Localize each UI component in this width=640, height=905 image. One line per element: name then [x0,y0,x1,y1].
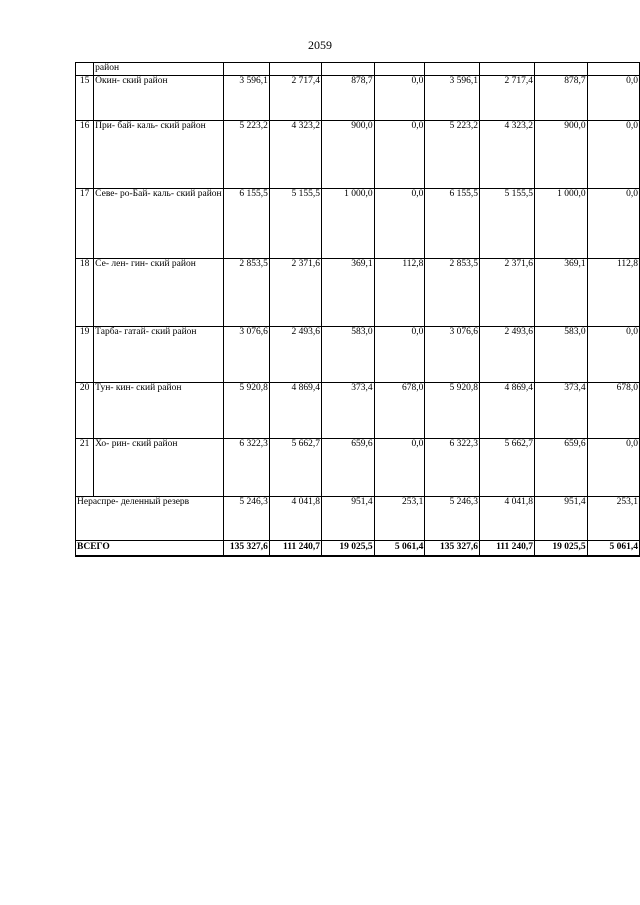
row-index-cell: 16 [76,120,94,188]
row-index-cell: 17 [76,188,94,258]
table-row [76,120,640,188]
total-value-cell: 111 240,7 [269,540,321,556]
value-cell: 2 853,5 [223,258,269,326]
district-name-cell: Се- лен- гин- ский район [94,258,223,326]
total-value-cell: 135 327,6 [223,540,269,556]
value-cell: 5 155,5 [269,188,321,258]
value-cell: 900,0 [535,120,588,188]
reserve-label-cell: Нераспре- деленный резерв [76,496,224,540]
table-row-reserve [76,496,640,540]
value-cell: 900,0 [321,120,374,188]
value-cell: 0,0 [587,438,639,496]
value-cell: 6 322,3 [425,438,480,496]
table-row [76,188,640,258]
table-row [76,326,640,382]
value-cell: 2 371,6 [269,258,321,326]
index-cell [76,63,94,76]
total-value-cell: 19 025,5 [535,540,588,556]
value-cell: 369,1 [535,258,588,326]
value-cell: 4 041,8 [269,496,321,540]
row-index-cell: 21 [76,438,94,496]
value-cell: 5 662,7 [479,438,534,496]
value-cell: 0,0 [374,326,425,382]
value-cell: 659,6 [321,438,374,496]
value-cell: 6 155,5 [425,188,480,258]
value-cell: 112,8 [374,258,425,326]
value-cell: 5 920,8 [223,382,269,438]
value-cell: 0,0 [374,188,425,258]
value-cell: 4 323,2 [269,120,321,188]
value-cell: 0,0 [374,120,425,188]
value-cell: 253,1 [374,496,425,540]
total-label-cell: ВСЕГО [76,540,224,556]
district-name-cell: При- бай- каль- ский район [94,120,223,188]
value-cell: 583,0 [535,326,588,382]
value-cell: 678,0 [374,382,425,438]
row-index-cell: 18 [76,258,94,326]
value-cell: 5 223,2 [425,120,480,188]
value-cell: 0,0 [587,75,639,120]
district-name-cell: Тун- кин- ский район [94,382,223,438]
value-cell: 5 155,5 [479,188,534,258]
value-cell: 4 041,8 [479,496,534,540]
value-cell: 373,4 [321,382,374,438]
value-cell: 5 246,3 [425,496,480,540]
value-cell: 5 223,2 [223,120,269,188]
value-cell: 3 596,1 [223,75,269,120]
value-cell: 369,1 [321,258,374,326]
value-cell: 373,4 [535,382,588,438]
value-cell: 2 371,6 [479,258,534,326]
value-cell: 2 493,6 [269,326,321,382]
page-number: 2059 [308,38,332,52]
value-cell: 3 076,6 [223,326,269,382]
value-cell: 4 869,4 [269,382,321,438]
value-cell: 583,0 [321,326,374,382]
value-cell: 112,8 [587,258,639,326]
district-name-cell: район [94,63,223,76]
total-value-cell: 5 061,4 [587,540,639,556]
table-row-total [76,540,640,556]
row-index-cell: 15 [76,75,94,120]
value-cell: 4 323,2 [479,120,534,188]
district-name-cell: Окин- ский район [94,75,223,120]
value-cell: 659,6 [535,438,588,496]
value-cell: 0,0 [374,75,425,120]
total-value-cell: 19 025,5 [321,540,374,556]
total-value-cell: 135 327,6 [425,540,480,556]
value-cell: 951,4 [321,496,374,540]
value-cell: 2 717,4 [269,75,321,120]
value-cell: 3 076,6 [425,326,480,382]
district-name-cell: Тарба- гатай- ский район [94,326,223,382]
value-cell: 0,0 [587,120,639,188]
table-row [76,438,640,496]
value-cell: 3 596,1 [425,75,480,120]
value-cell: 0,0 [374,438,425,496]
value-cell: 253,1 [587,496,639,540]
value-cell: 5 246,3 [223,496,269,540]
row-index-cell: 20 [76,382,94,438]
table-row [76,75,640,120]
row-index-cell: 19 [76,326,94,382]
table-row [76,258,640,326]
value-cell: 6 322,3 [223,438,269,496]
total-value-cell: 111 240,7 [479,540,534,556]
value-cell: 2 853,5 [425,258,480,326]
budget-table [75,62,640,557]
value-cell: 5 662,7 [269,438,321,496]
value-cell: 4 869,4 [479,382,534,438]
value-cell: 878,7 [321,75,374,120]
table-body [76,63,640,557]
value-cell: 678,0 [587,382,639,438]
table-row [76,382,640,438]
total-value-cell: 5 061,4 [374,540,425,556]
value-cell: 5 920,8 [425,382,480,438]
table-row-header-continuation [76,63,640,76]
district-name-cell: Севе- ро-Бай- каль- ский район [94,188,223,258]
value-cell: 2 493,6 [479,326,534,382]
value-cell: 878,7 [535,75,588,120]
value-cell: 951,4 [535,496,588,540]
value-cell: 2 717,4 [479,75,534,120]
value-cell: 6 155,5 [223,188,269,258]
value-cell: 1 000,0 [321,188,374,258]
district-name-cell: Хо- рин- ский район [94,438,223,496]
value-cell: 1 000,0 [535,188,588,258]
value-cell: 0,0 [587,326,639,382]
value-cell: 0,0 [587,188,639,258]
